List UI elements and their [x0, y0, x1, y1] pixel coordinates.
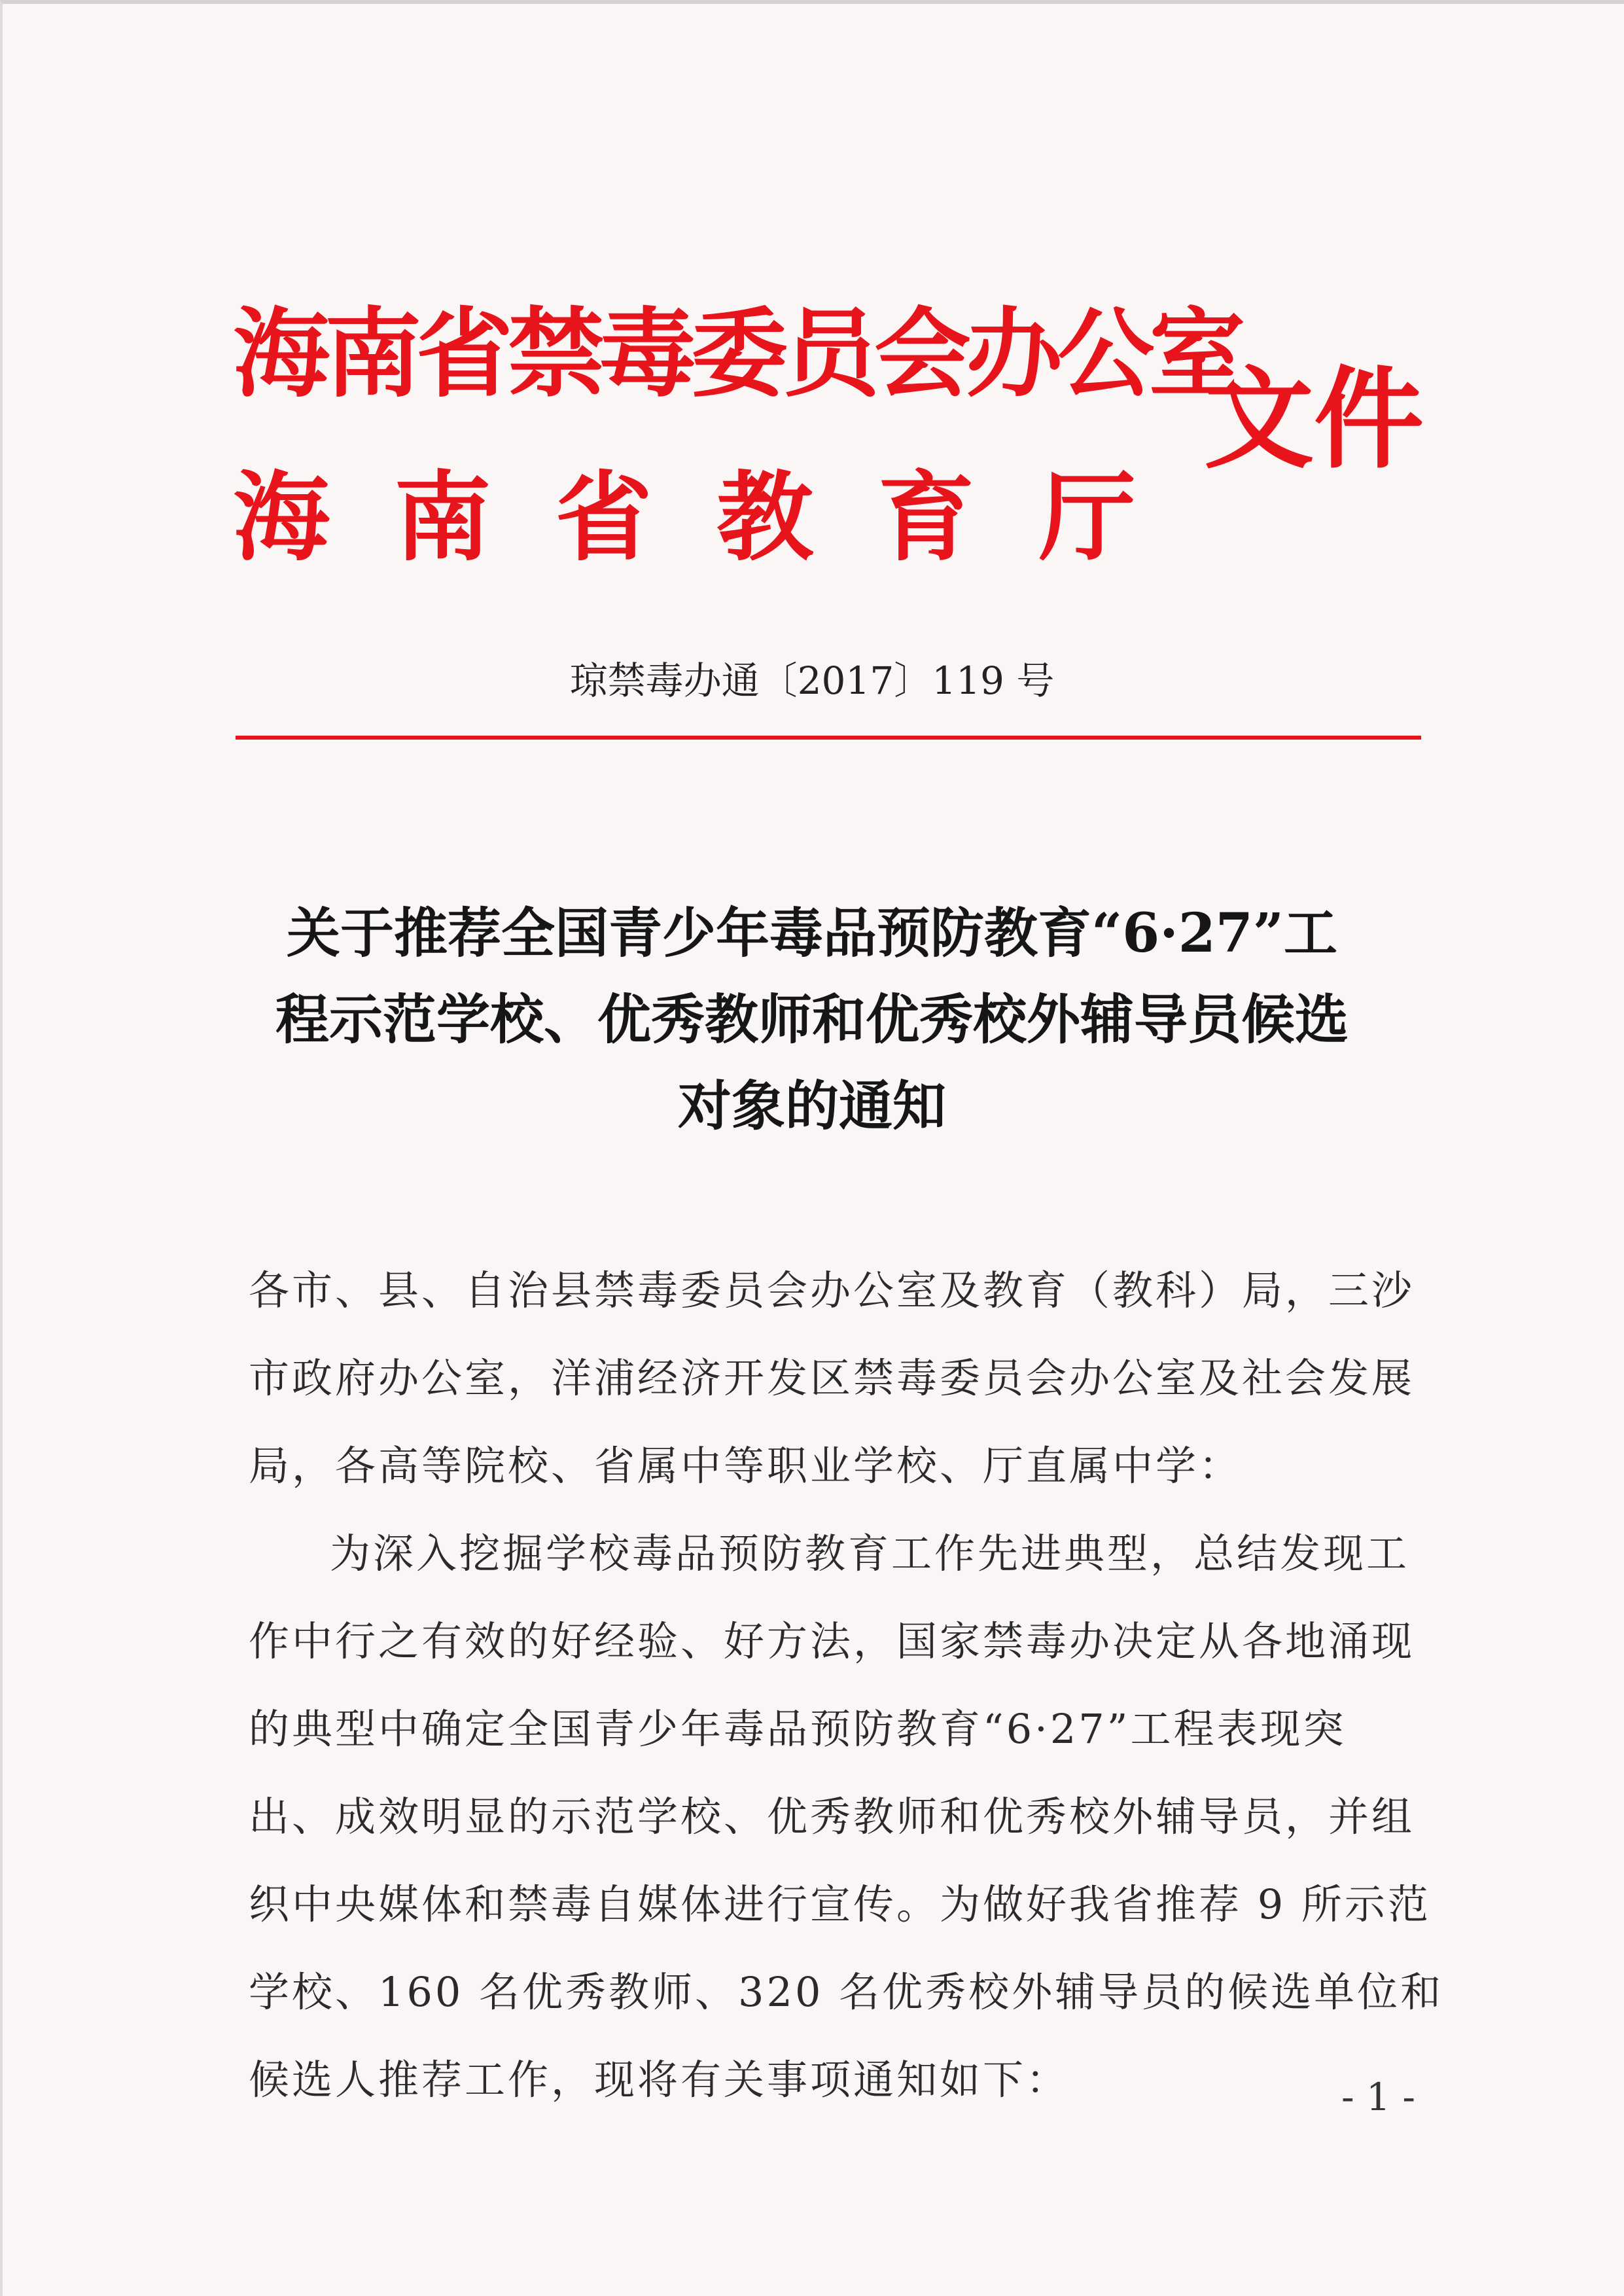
paragraph-line: 的典型中确定全国青少年毒品预防教育“6·27”工程表现突: [249, 1705, 1347, 1753]
paragraph-line: 出、成效明显的示范学校、优秀教师和优秀校外辅导员，并组: [249, 1793, 1415, 1840]
issuer-char: 育: [877, 460, 975, 574]
paragraph-line: 作中行之有效的好经验、好方法，国家禁毒办决定从各地涌现: [249, 1617, 1415, 1665]
title-line: 程示范学校、优秀教师和优秀校外辅导员候选: [275, 988, 1349, 1051]
issuer-char: 南: [394, 460, 491, 574]
issuer-education-department: [233, 458, 1136, 576]
issuer-char: 省: [555, 460, 652, 574]
title-line: 对象的通知: [677, 1075, 946, 1138]
addressee-line: 局，各高等院校、省属中等职业学校、厅直属中学：: [249, 1442, 1243, 1490]
issuer-narcotics-office: 海南省禁毒委员会办公室: [233, 296, 1241, 410]
addressee-line: 市政府办公室，洋浦经济开发区禁毒委员会办公室及社会发展: [249, 1354, 1415, 1402]
paragraph-line: 为深入挖掘学校毒品预防教育工作先进典型，总结发现工: [330, 1530, 1410, 1577]
paragraph-line: 织中央媒体和禁毒自媒体进行宣传。为做好我省推荐 9 所示范: [249, 1880, 1431, 1928]
red-separator-line: [236, 736, 1421, 740]
page-number: - 1 -: [1341, 2075, 1415, 2119]
document-type-label: 文件: [1204, 354, 1424, 484]
paragraph-line: 学校、160 名优秀教师、320 名优秀校外辅导员的候选单位和: [249, 1968, 1444, 2016]
notice-body: [249, 1247, 1444, 2124]
title-line: 关于推荐全国青少年毒品预防教育“6·27”工: [286, 902, 1338, 965]
addressee-line: 各市、县、自治县禁毒委员会办公室及教育（教科）局，三沙: [249, 1266, 1415, 1314]
issuer-char: 厅: [1038, 460, 1136, 574]
document-number: 琼禁毒办通〔2017〕119 号: [569, 658, 1055, 703]
issuer-char: 海: [233, 460, 330, 574]
paragraph-line: 候选人推荐工作，现将有关事项通知如下：: [249, 2056, 1070, 2104]
notice-title: [0, 890, 1624, 1149]
issuer-char: 教: [716, 460, 814, 574]
